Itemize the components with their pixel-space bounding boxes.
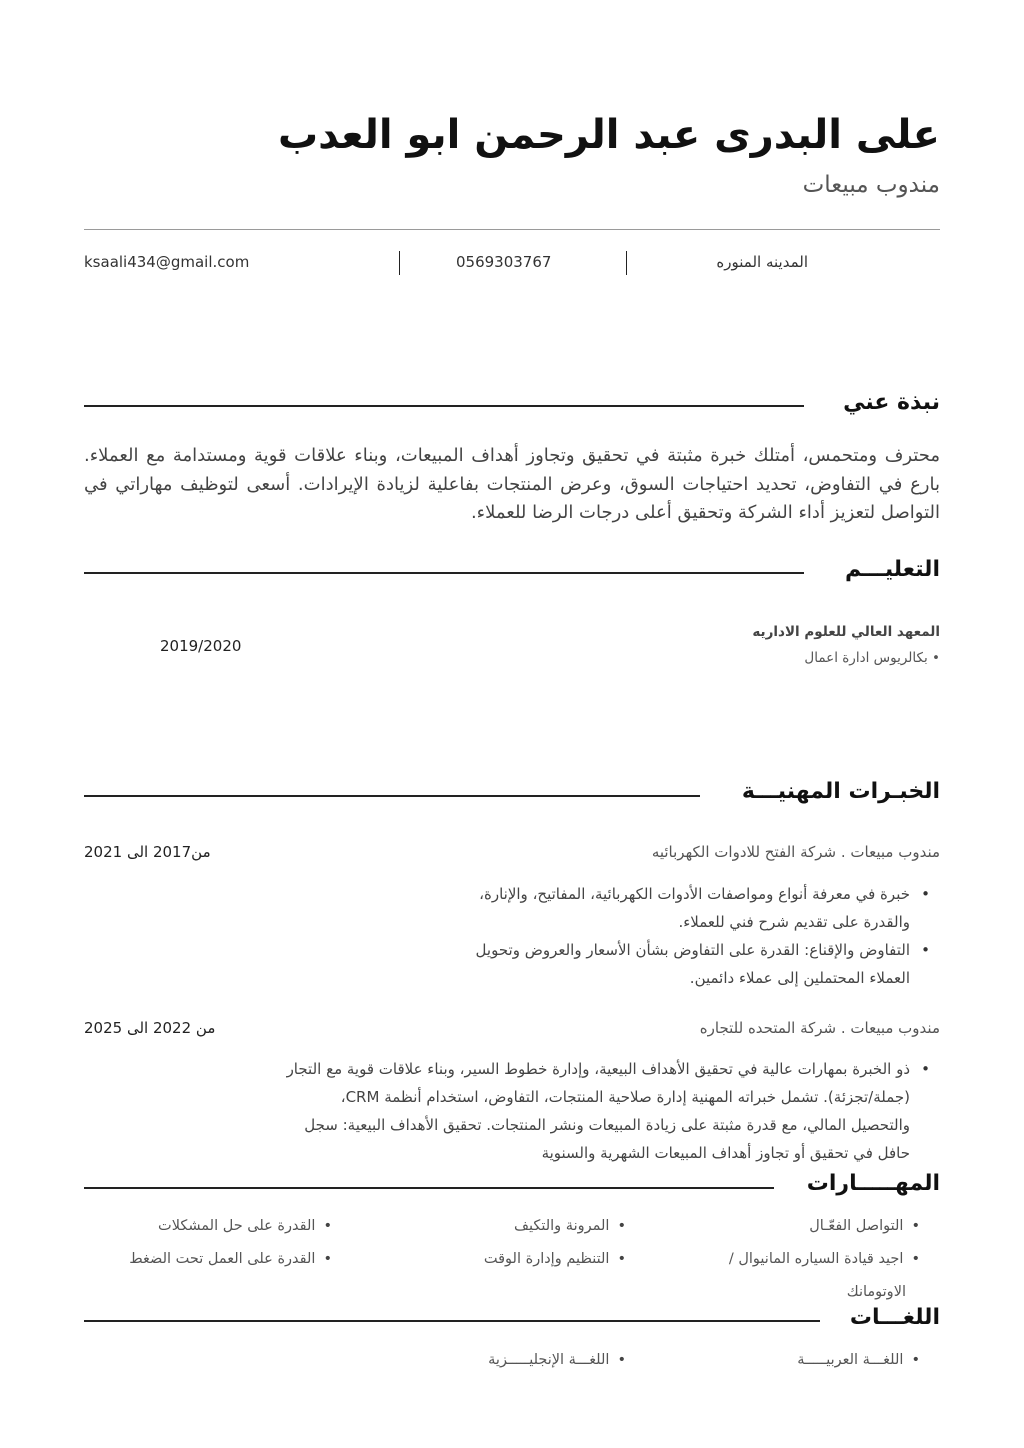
section-title-languages: اللغـــات [849, 1305, 940, 1330]
job-role: مندوب مبيعات . شركة المتحده للتجاره [699, 1019, 940, 1037]
section-rule [84, 1187, 774, 1189]
skill-item: •اجيد قيادة السياره المانيوال / [728, 1251, 920, 1267]
language-item: •اللغـــة العربيـــــة [797, 1352, 920, 1368]
contact-city: المدينه المنوره [716, 253, 808, 271]
degree [804, 650, 940, 666]
education-date: 2019/2020 [160, 637, 242, 655]
about-text: محترف ومتحمس، أمتلك خبرة مثبتة في تحقيق وتجاوز أهداف المبيعات، وبناء علاقات قوية ومستدامة مع العملاء. بارع في التفاوض، تحديد احتياجات السوق، وعرض المنتجات بفاعلية لزيادة الإيرادات. أسعى لتوظيف مهاراتي في التواصل لتعزيز أداء الشركة وتحقيق أعلى درجات الرضا للعملاء. [84, 445, 940, 523]
skill-item: •المرونة والتكيف [513, 1218, 626, 1234]
section-rule [84, 405, 804, 407]
contact-separator [626, 251, 627, 275]
job-date: من2017 الى 2021 [84, 843, 211, 861]
degree-label: بكالريوس ادارة اعمال [804, 650, 928, 666]
list-item: والتحصيل المالي، مع قدرة مثبتة على زيادة المبيعات ونشر المنتجات. تحقيق الأهداف البيعية: سجل [304, 1116, 910, 1134]
job-duties [287, 1055, 910, 1167]
language-item: •اللغـــة الإنجليـــــزية [488, 1352, 626, 1368]
list-item: (جملة/تجزئة). تشمل خبراته المهنية إدارة صلاحية المنتجات، التفاوض، استخدام أنظمة CRM، [340, 1088, 910, 1106]
header-divider [84, 229, 940, 230]
job-role: مندوب مبيعات . شركة الفتح للادوات الكهربائيه [651, 843, 940, 861]
job-date: من 2022 الى 2025 [84, 1019, 216, 1037]
list-item: • التفاوض والإقناع: القدرة على التفاوض بشأن الأسعار والعروض وتحويل [476, 936, 910, 964]
list-item: • ذو الخبرة بمهارات عالية في تحقيق الأهداف البيعية، وإدارة خطوط السير، وبناء علاقات قوية مع التجار [287, 1055, 910, 1083]
list-item: حافل في تحقيق أو تجاوز أهداف المبيعات الشهرية والسنوية [541, 1144, 910, 1162]
contact-separator [399, 251, 400, 275]
job-duties [476, 880, 910, 992]
skill-item-continuation: الاوتومانك [846, 1284, 906, 1300]
list-item: والقدرة على تقديم شرح فني للعملاء. [678, 913, 910, 931]
job-title: مندوب مبيعات [802, 172, 940, 198]
list-item: • خبرة في معرفة أنواع ومواصفات الأدوات الكهربائية، المفاتيح، والإنارة، [476, 880, 910, 908]
section-rule [84, 1320, 820, 1322]
bullet: • [927, 650, 940, 666]
skill-item: •التنظيم وإدارة الوقت [483, 1251, 626, 1267]
contact-email: ksaali434@gmail.com [84, 253, 250, 271]
skill-item: •القدرة على حل المشكلات [158, 1218, 332, 1234]
section-title-about: نبذة عني [843, 390, 940, 415]
section-title-education: التعليـــم [845, 557, 940, 582]
contact-phone: 0569303767 [456, 253, 552, 271]
section-title-skills: المهـــــارات [806, 1171, 940, 1196]
candidate-name: على البدرى عبد الرحمن ابو العدب [277, 112, 940, 158]
list-item: العملاء المحتملين إلى عملاء دائمين. [689, 969, 910, 987]
section-rule [84, 795, 700, 797]
skill-item: •التواصل الفعّـال [809, 1218, 920, 1234]
section-rule [84, 572, 804, 574]
section-title-experience: الخبـرات المهنيـــة [741, 779, 940, 804]
school-name: المعهد العالي للعلوم الاداريه [752, 624, 940, 640]
skill-item: •القدرة على العمل تحت الضغط [129, 1251, 332, 1267]
